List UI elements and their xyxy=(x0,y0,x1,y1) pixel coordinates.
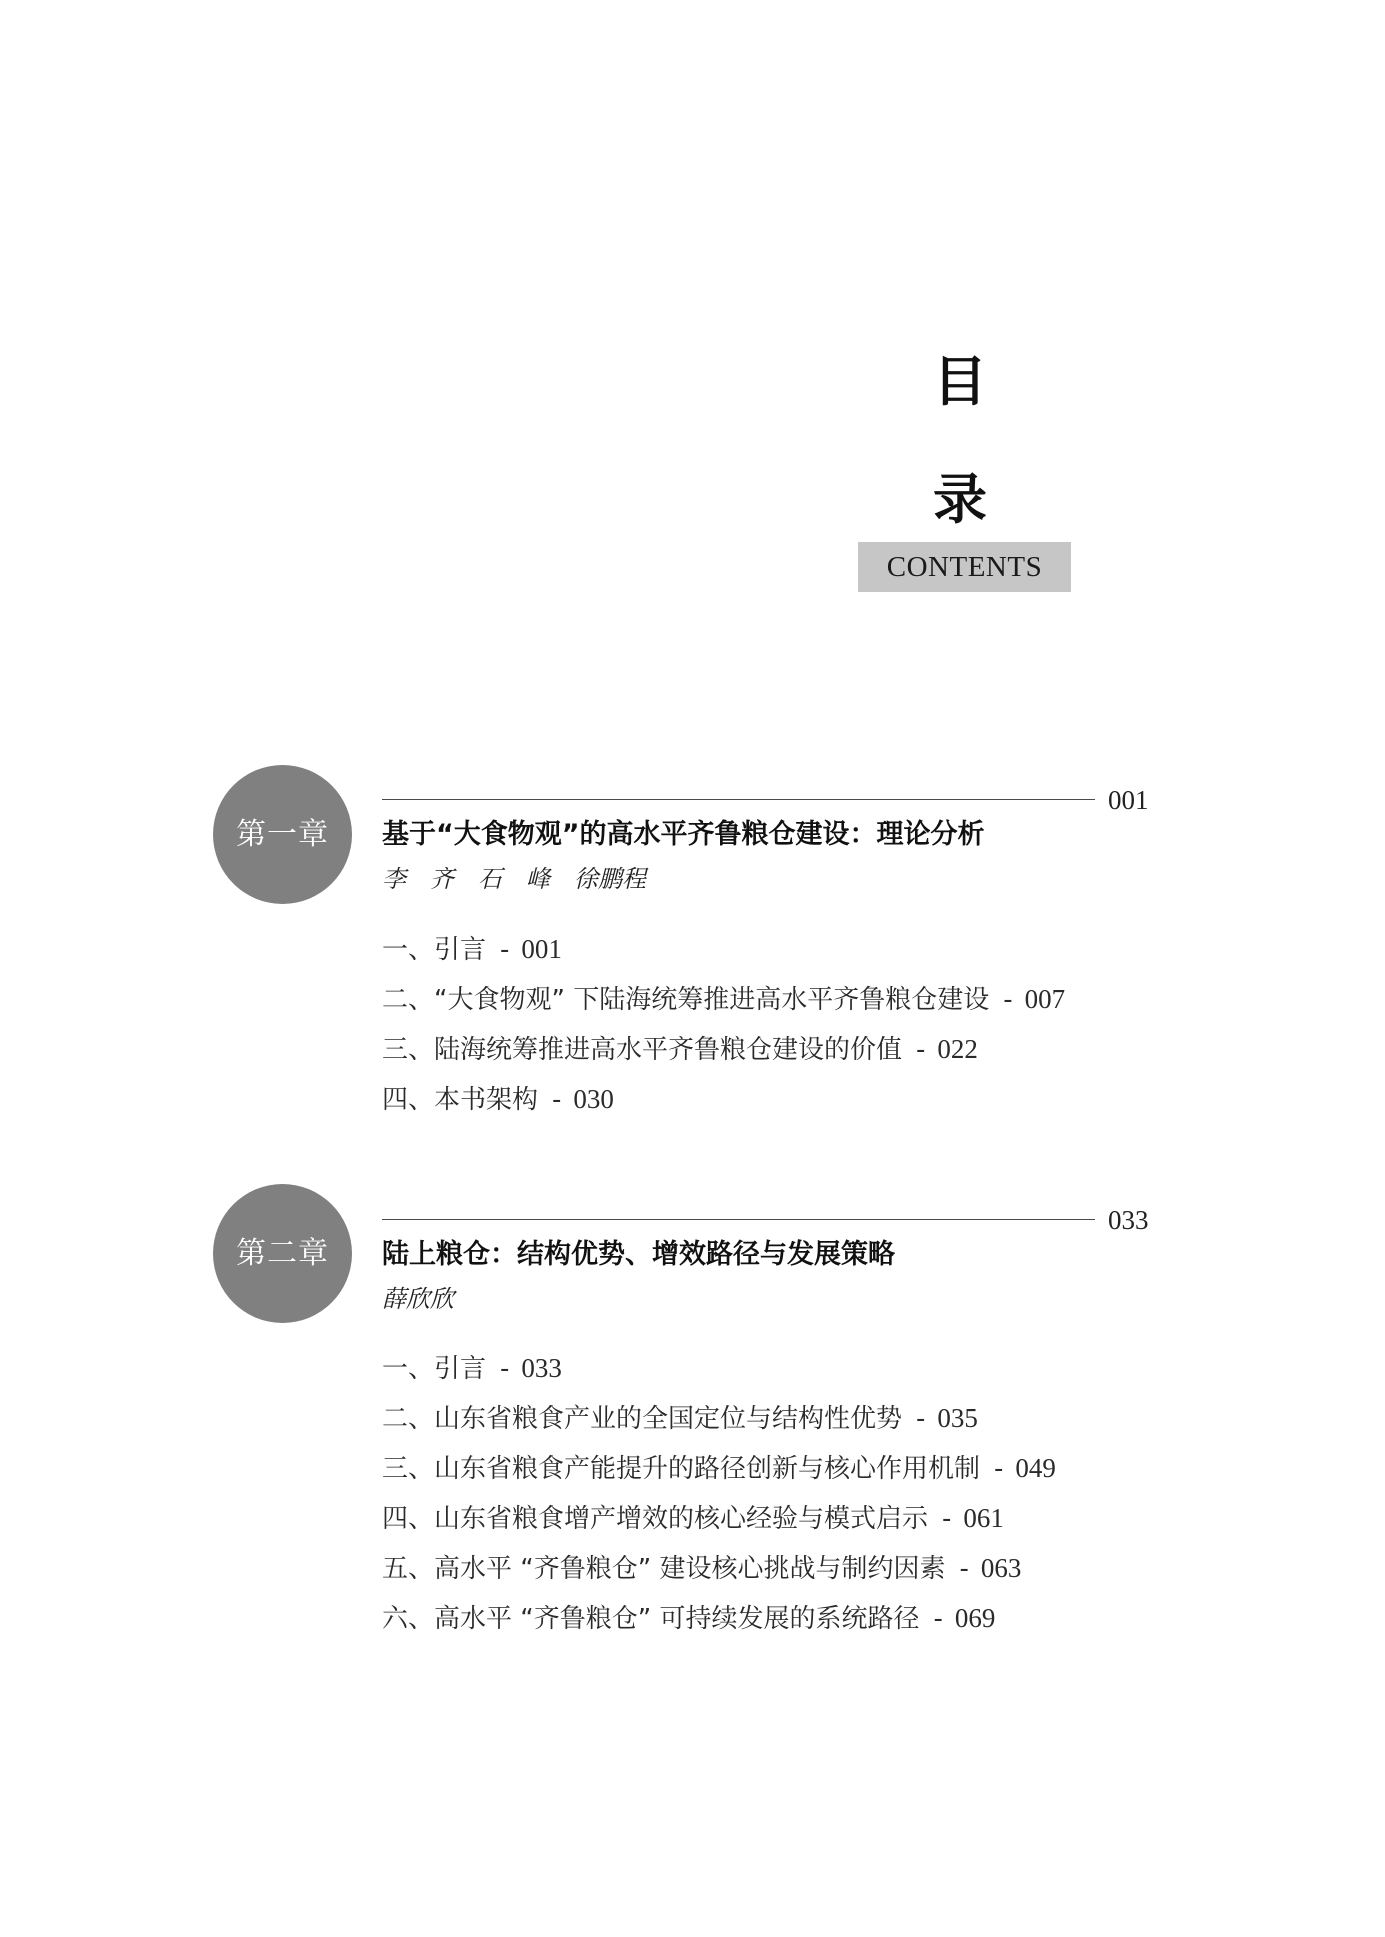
section-page: 022 xyxy=(937,1034,978,1064)
section-dash: - xyxy=(916,1035,926,1065)
section-item[interactable] xyxy=(382,1493,1056,1543)
section-dash: - xyxy=(500,1354,510,1384)
section-label: 三、山东省粮食产能提升的路径创新与核心作用机制 xyxy=(382,1454,981,1484)
chapter-1-sections xyxy=(382,924,1065,1124)
section-dash: - xyxy=(500,935,510,965)
chapter-2-title[interactable]: 陆上粮仓：结构优势、增效路径与发展策略 xyxy=(382,1239,895,1270)
chapter-1-title[interactable]: 基于“大食物观”的高水平齐鲁粮仓建设：理论分析 xyxy=(382,819,985,850)
section-item[interactable] xyxy=(382,974,1065,1024)
section-item[interactable] xyxy=(382,1543,1056,1593)
section-page: 061 xyxy=(963,1503,1004,1533)
section-item[interactable] xyxy=(382,1343,1056,1393)
section-item[interactable] xyxy=(382,1393,1056,1443)
toc-title-char-2: 录 xyxy=(933,468,987,531)
section-page: 049 xyxy=(1015,1453,1056,1483)
section-label: 四、本书架构 xyxy=(382,1085,539,1115)
chapter-1-authors: 李 齐 石 峰 徐鹏程 xyxy=(382,865,646,893)
section-page: 069 xyxy=(954,1603,996,1633)
section-label: 六、高水平 “齐鲁粮仓” 可持续发展的系统路径 xyxy=(382,1604,920,1634)
section-dash: - xyxy=(552,1085,562,1115)
section-dash: - xyxy=(916,1404,926,1434)
section-label: 二、山东省粮食产业的全国定位与结构性优势 xyxy=(382,1404,903,1434)
chapter-1-badge: 第一章 xyxy=(213,765,352,904)
chapter-2-authors: 薛欣欣 xyxy=(382,1285,454,1313)
section-dash: - xyxy=(1003,985,1013,1015)
section-dash: - xyxy=(942,1504,952,1534)
section-dash: - xyxy=(933,1604,943,1634)
section-page: 035 xyxy=(937,1403,978,1433)
section-label: 三、陆海统筹推进高水平齐鲁粮仓建设的价值 xyxy=(382,1035,903,1065)
section-item[interactable] xyxy=(382,1074,1065,1124)
chapter-2-rule xyxy=(382,1219,1095,1220)
section-item[interactable] xyxy=(382,1593,1056,1643)
section-label: 五、高水平 “齐鲁粮仓” 建设核心挑战与制约因素 xyxy=(382,1554,946,1584)
section-label: 一、引言 xyxy=(382,1354,487,1384)
toc-title-char-1: 目 xyxy=(933,350,987,413)
section-page: 030 xyxy=(573,1084,614,1114)
section-item[interactable] xyxy=(382,1024,1065,1074)
section-page: 001 xyxy=(521,934,562,964)
section-page: 007 xyxy=(1024,984,1066,1014)
section-label: 四、山东省粮食增产增效的核心经验与模式启示 xyxy=(382,1504,929,1534)
section-item[interactable] xyxy=(382,924,1065,974)
section-dash: - xyxy=(994,1454,1004,1484)
chapter-2-badge: 第二章 xyxy=(213,1184,352,1323)
chapter-1-page[interactable]: 001 xyxy=(1108,785,1149,815)
section-page: 033 xyxy=(521,1353,562,1383)
chapter-1-rule xyxy=(382,799,1095,800)
section-label: 二、“大食物观” 下陆海统筹推进高水平齐鲁粮仓建设 xyxy=(382,985,990,1015)
section-label: 一、引言 xyxy=(382,935,487,965)
chapter-2-sections xyxy=(382,1343,1056,1643)
section-page: 063 xyxy=(980,1553,1022,1583)
chapter-2-page[interactable]: 033 xyxy=(1108,1205,1149,1235)
contents-label: CONTENTS xyxy=(858,542,1071,592)
section-item[interactable] xyxy=(382,1443,1056,1493)
section-dash: - xyxy=(959,1554,969,1584)
